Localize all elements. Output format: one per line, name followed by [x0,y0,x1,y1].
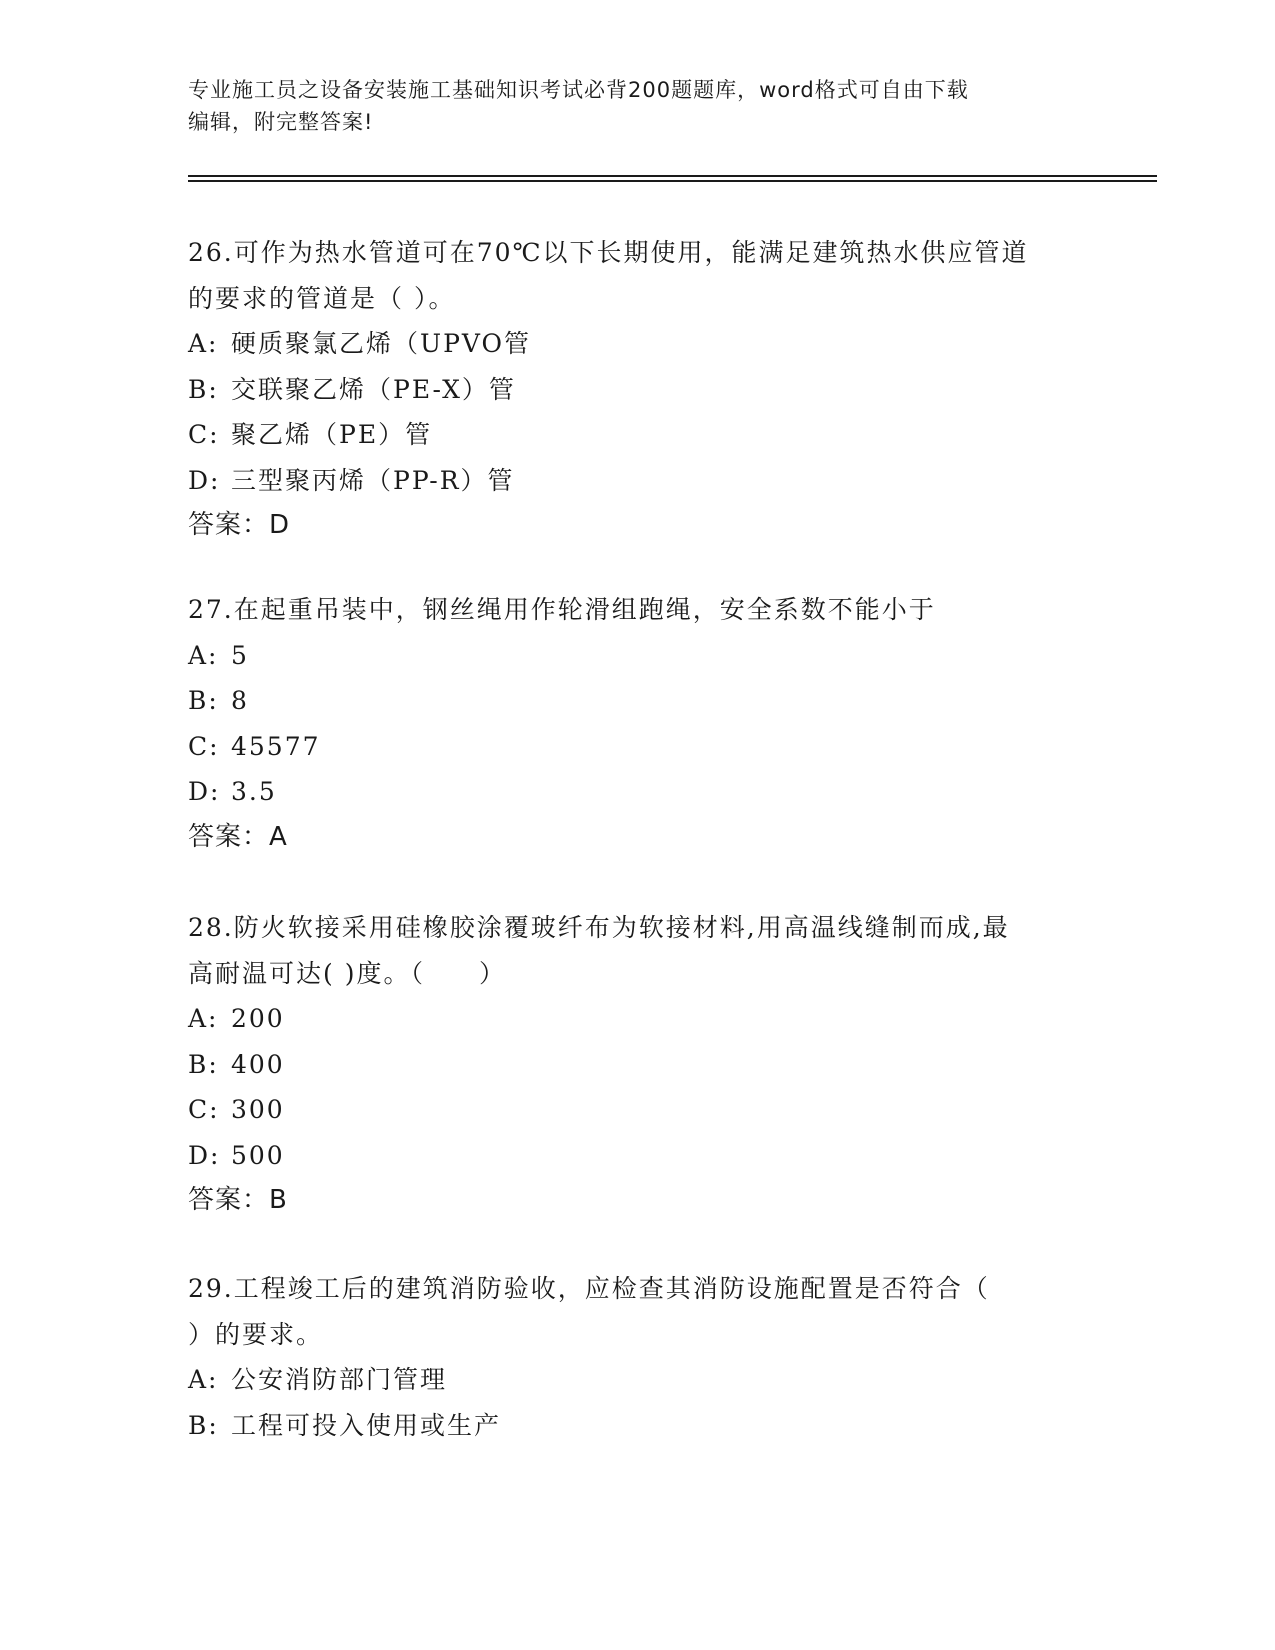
question-stem-line: 27.在起重吊装中，钢丝绳用作轮滑组跑绳，安全系数不能小于 [188,595,936,624]
option-b [188,1403,1088,1449]
option-letter: D: [188,1140,221,1170]
header-divider-bottom [188,180,1157,182]
option-text: 5 [231,640,249,670]
question-27 [188,587,1088,860]
document-header [188,74,1088,138]
option-letter: A: [188,640,219,670]
option-letter: A: [188,329,219,358]
question-28 [188,905,1088,1224]
question-stem-line: 高耐温可达( )度。（ ） [188,958,506,988]
option-text: 45577 [231,731,321,761]
option-letter: C: [188,420,220,449]
option-text: 三型聚丙烯（PP-R）管 [231,465,515,495]
header-line-1: 专业施工员之设备安装施工基础知识考试必背200题题库，word格式可自由下载 [188,78,969,102]
option-letter: C: [188,731,220,761]
option-d [188,1133,1088,1179]
option-letter: B: [188,1049,219,1079]
option-a [188,1357,1088,1403]
option-text: 硬质聚氯乙烯（UPVO管 [231,329,532,358]
question-stem-line: 26.可作为热水管道可在70℃以下长期使用，能满足建筑热水供应管道 [188,238,1029,267]
header-divider-top [188,175,1157,177]
option-letter: B: [188,1410,219,1440]
option-text: 公安消防部门管理 [231,1365,448,1394]
option-text: 8 [231,686,249,715]
option-letter: B: [188,374,219,404]
option-text: 3.5 [231,777,277,806]
option-letter: D: [188,465,221,495]
option-text: 400 [231,1049,285,1079]
answer-text: 答案：B [188,1185,288,1215]
option-a [188,633,1088,679]
option-d [188,769,1088,815]
question-29 [188,1266,1088,1448]
question-stem-line: 28.防火软接采用硅橡胶涂覆玻纤布为软接材料,用高温线缝制而成,最 [188,913,1010,942]
option-text: 聚乙烯（PE）管 [231,420,433,449]
option-b [188,1042,1088,1088]
header-line-2: 编辑，附完整答案! [188,110,374,134]
option-c [188,412,1088,458]
option-a [188,996,1088,1042]
answer-text: 答案：D [188,510,291,540]
option-letter: B: [188,686,219,715]
option-b [188,678,1088,724]
option-c [188,1087,1088,1133]
option-b [188,367,1088,413]
option-text: 交联聚乙烯（PE-X）管 [231,374,516,404]
option-text: 300 [231,1095,285,1124]
option-text: 工程可投入使用或生产 [231,1410,502,1440]
answer-text: 答案：A [188,821,288,852]
question-26 [188,230,1088,549]
option-c [188,724,1088,770]
option-letter: C: [188,1095,220,1124]
option-letter: D: [188,777,221,806]
question-stem-line: 的要求的管道是（ ）。 [188,283,456,313]
option-text: 500 [231,1140,285,1170]
question-stem-line: ）的要求。 [188,1319,324,1349]
option-a [188,321,1088,367]
option-d [188,458,1088,504]
question-stem-line: 29.工程竣工后的建筑消防验收，应检查其消防设施配置是否符合（ [188,1274,990,1303]
option-letter: A: [188,1365,219,1394]
option-letter: A: [188,1004,219,1033]
option-text: 200 [231,1004,285,1033]
